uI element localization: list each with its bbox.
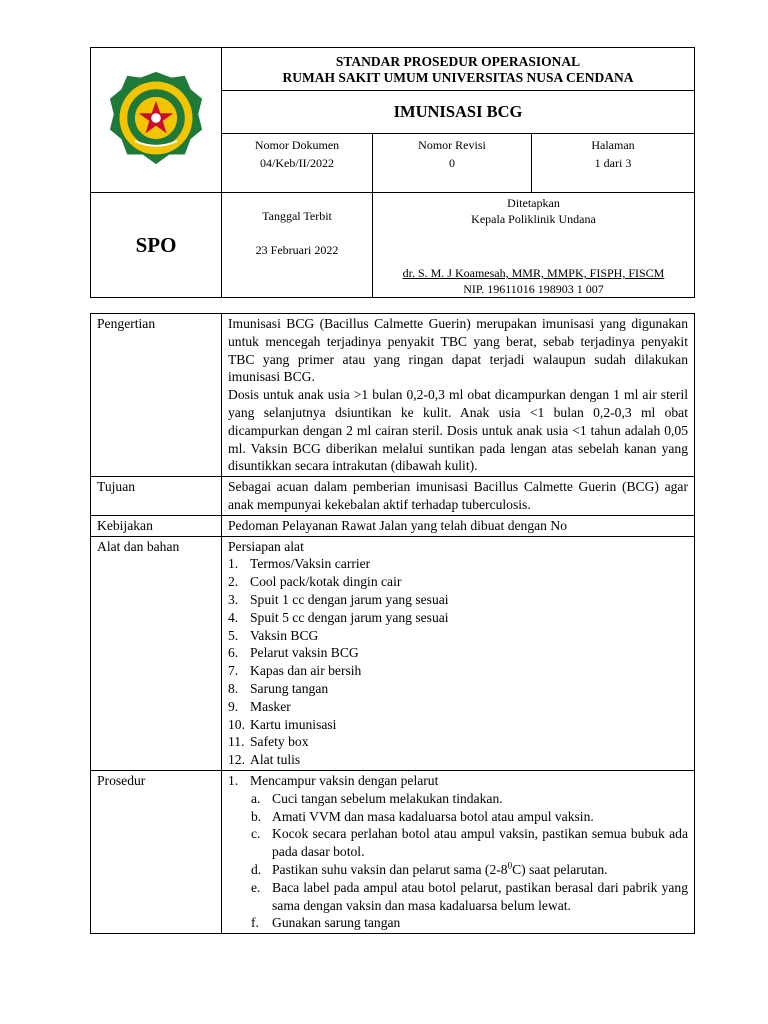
- item-text: Cool pack/kotak dingin cair: [250, 574, 402, 590]
- alat-item: [228, 627, 688, 645]
- item-number: 11.: [228, 734, 245, 750]
- prosedur-substeps: [228, 790, 688, 932]
- approval-cell: [373, 193, 695, 298]
- header-table: [90, 47, 695, 298]
- kebijakan-content: Pedoman Pelayanan Rawat Jalan yang telah dibuat dengan No: [222, 515, 695, 536]
- university-logo: [108, 70, 204, 166]
- substep-letter: e.: [251, 879, 261, 895]
- item-number: 7.: [228, 663, 239, 679]
- step-number: 1.: [228, 772, 239, 788]
- pengertian-content: [222, 314, 695, 477]
- item-number: 2.: [228, 574, 239, 590]
- alat-item: [228, 591, 688, 609]
- item-number: 12.: [228, 752, 245, 768]
- substep-letter: c.: [251, 826, 261, 842]
- item-text: Termos/Vaksin carrier: [250, 556, 371, 572]
- substep-text: Kocok secara perlahan botol atau ampul vaksin, pastikan semua bubuk ada pada dasar botol.: [272, 826, 688, 860]
- item-text: Spuit 1 cc dengan jarum yang sesuai: [250, 591, 449, 607]
- prosedur-label: Prosedur: [91, 770, 222, 933]
- item-text: Kapas dan air bersih: [250, 663, 362, 679]
- alat-item: [228, 716, 688, 734]
- alat-item: [228, 680, 688, 698]
- alat-label: Alat dan bahan: [91, 536, 222, 770]
- issue-date-cell: [222, 193, 373, 298]
- doc-number-label: Nomor Dokumen: [254, 138, 340, 152]
- item-number: 10.: [228, 716, 245, 732]
- item-number: 6.: [228, 645, 239, 661]
- item-text: Sarung tangan: [250, 680, 329, 696]
- prosedur-list: [228, 772, 688, 790]
- org-line2: RUMAH SAKIT UMUM UNIVERSITAS NUSA CENDANA: [282, 70, 634, 85]
- issue-date-value: 23 Februari 2022: [255, 243, 339, 257]
- substep-item: [251, 861, 688, 879]
- doc-number-value: 04/Keb/II/2022: [260, 156, 334, 170]
- alat-item: [228, 573, 688, 591]
- item-text: Spuit 5 cc dengan jarum yang sesuai: [250, 609, 449, 625]
- superscript-zero: 0: [507, 860, 513, 871]
- item-text: Pelarut vaksin BCG: [250, 645, 359, 661]
- issue-date-label: Tanggal Terbit: [262, 209, 332, 223]
- approved-label: Ditetapkan: [507, 196, 560, 210]
- revision-cell: [373, 134, 532, 193]
- item-number: 8.: [228, 680, 239, 696]
- substep-text: Amati VVM dan masa kadaluarsa botol atau ampul vaksin.: [272, 808, 594, 824]
- prosedur-content: [222, 770, 695, 933]
- substep-text-pre: Pastikan suhu vaksin dan pelarut sama (2-8: [272, 861, 508, 877]
- item-number: 4.: [228, 609, 239, 625]
- item-text: Vaksin BCG: [250, 627, 319, 643]
- substep-item: [251, 879, 688, 915]
- item-text: Kartu imunisasi: [250, 716, 337, 732]
- item-text: Alat tulis: [250, 752, 301, 768]
- item-text: Safety box: [250, 734, 309, 750]
- item-number: 9.: [228, 698, 239, 714]
- alat-item: [228, 751, 688, 769]
- substep-text: Baca label pada ampul atau botol pelarut, pastikan berasal dari pabrik yang sama dengan vaksin dan masa kadaluarsa belum lewat.: [272, 879, 688, 913]
- doc-number-cell: [222, 134, 373, 193]
- approver-name: dr. S. M. J Koamesah, MMR, MMPK, FISPH, FISCM: [402, 266, 665, 280]
- alat-intro: Persiapan alat: [228, 538, 304, 554]
- alat-item: [228, 555, 688, 573]
- revision-value: 0: [449, 156, 455, 170]
- page-value: 1 dari 3: [594, 156, 632, 170]
- alat-item: [228, 644, 688, 662]
- item-number: 1.: [228, 556, 239, 572]
- alat-list: [228, 555, 688, 769]
- alat-content: [222, 536, 695, 770]
- org-line1: STANDAR PROSEDUR OPERASIONAL: [335, 54, 581, 69]
- substep-letter: d.: [251, 861, 262, 877]
- org-title-cell: [222, 48, 695, 91]
- content-table: [90, 313, 695, 934]
- substep-text-post: C) saat pelarutan.: [512, 861, 608, 877]
- prosedur-step: [228, 772, 688, 790]
- approver-nip: NIP. 19611016 198903 1 007: [463, 282, 604, 296]
- item-number: 5.: [228, 627, 239, 643]
- alat-item: [228, 662, 688, 680]
- substep-letter: b.: [251, 808, 262, 824]
- procedure-title: IMUNISASI BCG: [222, 91, 695, 134]
- step-text: Mencampur vaksin dengan pelarut: [250, 772, 439, 788]
- alat-item: [228, 698, 688, 716]
- substep-letter: f.: [251, 915, 259, 931]
- substep-item: [251, 825, 688, 861]
- approver-title: Kepala Poliklinik Undana: [471, 212, 596, 226]
- logo-cell: [91, 48, 222, 193]
- tujuan-label: Tujuan: [91, 477, 222, 516]
- substep-item: [251, 808, 688, 826]
- alat-item: [228, 733, 688, 751]
- pengertian-label: Pengertian: [91, 314, 222, 477]
- page-cell: [532, 134, 695, 193]
- substep-letter: a.: [251, 790, 261, 806]
- pengertian-para1: Imunisasi BCG (Bacillus Calmette Guerin) merupakan imunisasi yang digunakan untuk mencegah terjadinya penyakit TBC yang berat, sebab terjadinya penyakit TBC yang primer atau yang ringan dapat terjadi walaupun sudah dilakukan imunisasi BCG.: [228, 316, 688, 385]
- substep-text: Gunakan sarung tangan: [272, 915, 401, 931]
- substep-item: [251, 914, 688, 932]
- alat-item: [228, 609, 688, 627]
- tujuan-content: Sebagai acuan dalam pemberian imunisasi Bacillus Calmette Guerin (BCG) agar anak mempunyai kekebalan aktif terhadap tuberculosis.: [222, 477, 695, 516]
- item-text: Masker: [250, 698, 291, 714]
- spo-label: SPO: [91, 193, 222, 298]
- substep-text: Cuci tangan sebelum melakukan tindakan.: [272, 790, 503, 806]
- revision-label: Nomor Revisi: [418, 138, 486, 152]
- page-label: Halaman: [591, 138, 635, 152]
- kebijakan-label: Kebijakan: [91, 515, 222, 536]
- item-number: 3.: [228, 591, 239, 607]
- substep-item: [251, 790, 688, 808]
- pengertian-para2: Dosis untuk anak usia >1 bulan 0,2-0,3 ml obat dicampurkan dengan 1 ml air steril yang selanjutnya dsiuntikan ke kulit. Anak usia <1 bulan 0,2-0,3 ml obat dicampurkan dengan 2 ml cairan steril. Dosis untuk anak usia <1 tahun adalah 0,05 ml. Vaksin BCG diberikan melalui suntikan pada lengan atas sebelah kanan yang disuntikkan secara intrakutan (dibawah kulit).: [228, 387, 688, 474]
